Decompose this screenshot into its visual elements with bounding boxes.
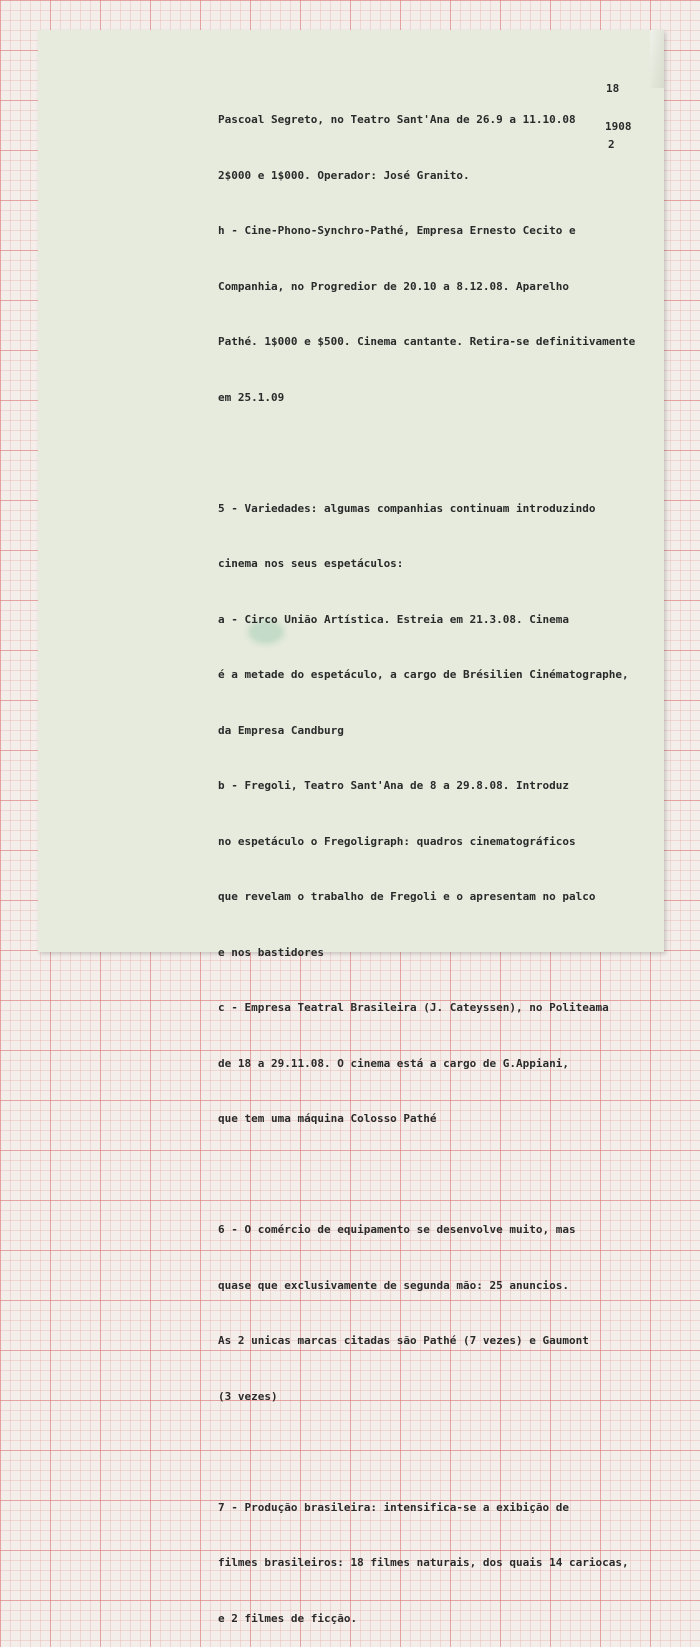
text-line: c - Empresa Teatral Brasileira (J. Cateyssen), no Politeama	[218, 1001, 609, 1014]
text-line: e nos bastidores	[218, 945, 324, 959]
text-line: a - Circo União Artística. Estreia em 21.3.08. Cinema	[218, 612, 569, 626]
text-line: 2$000 e 1$000. Operador: José Granito.	[218, 168, 470, 182]
typed-text-body	[218, 74, 635, 1647]
text-line: que tem uma máquina Colosso Pathé	[218, 1112, 437, 1125]
text-line: Pathé. 1$000 e $500. Cinema cantante. Retira-se definitivamente	[218, 335, 636, 348]
text-line: 5 - Variedades: algumas companhias continuam introduzindo	[218, 501, 596, 515]
year-note: 1908	[605, 120, 632, 133]
text-line: b - Fregoli, Teatro Sant'Ana de 8 a 29.8.08. Introduz	[218, 779, 569, 792]
page-fold	[650, 30, 664, 88]
paragraph-gap	[218, 1166, 635, 1185]
text-line: h - Cine-Phono-Synchro-Pathé, Empresa Ernesto Cecito e	[218, 224, 576, 237]
text-line: filmes brasileiros: 18 filmes naturais, dos quais 14 cariocas,	[218, 1556, 629, 1569]
text-line: Companhia, no Progredior de 20.10 a 8.12.08. Aparelho	[218, 279, 569, 293]
year-sub-note: 2	[608, 138, 615, 151]
text-line: As 2 unicas marcas citadas são Pathé (7 vezes) e Gaumont	[218, 1334, 589, 1347]
text-line: quase que exclusivamente de segunda mão: 25 anuncios.	[218, 1278, 569, 1292]
text-line: no espetáculo o Fregoligraph: quadros cinematográficos	[218, 834, 576, 848]
text-line: cinema nos seus espetáculos:	[218, 557, 404, 570]
paragraph-gap	[218, 444, 635, 463]
text-line: da Empresa Candburg	[218, 723, 344, 737]
text-line: 6 - O comércio de equipamento se desenvolve muito, mas	[218, 1223, 576, 1236]
text-line: e 2 filmes de ficção.	[218, 1611, 358, 1625]
text-line: é a metade do espetáculo, a cargo de Brésilien Cinématographe,	[218, 668, 629, 681]
text-line: em 25.1.09	[218, 390, 285, 404]
text-line: de 18 a 29.11.08. O cinema está a cargo de G.Appiani,	[218, 1056, 569, 1070]
text-line: Pascoal Segreto, no Teatro Sant'Ana de 26.9 a 11.10.08	[218, 113, 576, 126]
page-number: 18	[606, 82, 620, 95]
text-line: que revelam o trabalho de Fregoli e o apresentam no palco	[218, 890, 596, 903]
paragraph-gap	[218, 1443, 635, 1462]
text-line: 7 - Produção brasileira: intensifica-se a exibição de	[218, 1500, 569, 1514]
text-line: (3 vezes)	[218, 1389, 278, 1403]
